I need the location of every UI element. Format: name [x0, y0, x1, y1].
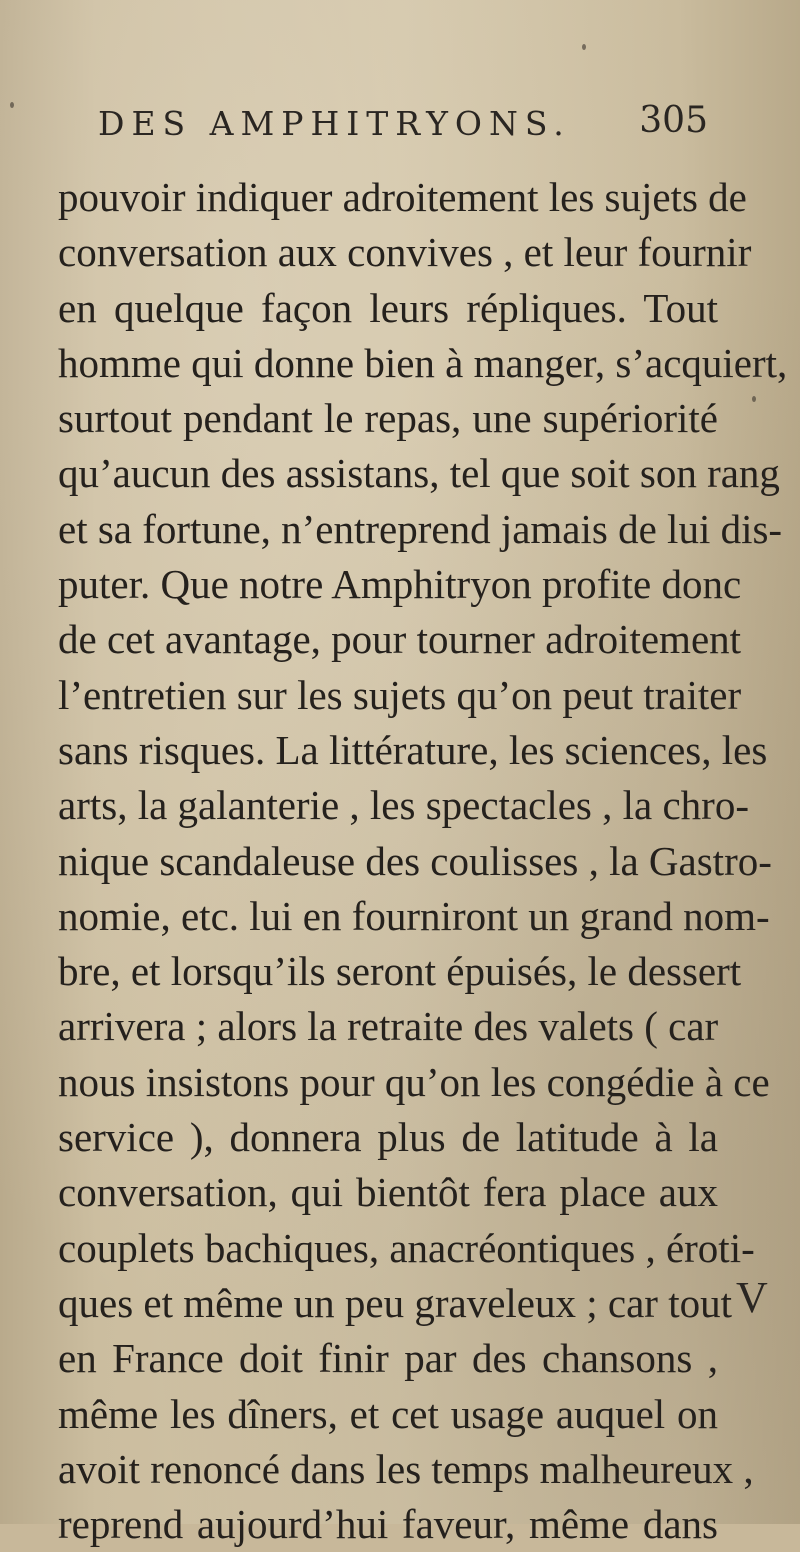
- text-line: puter. Que notre Amphitryon profite donc: [58, 561, 742, 608]
- text-line: nomie, etc. lui en fourniront un grand nom-: [58, 892, 770, 939]
- text-line: homme qui donne bien à manger, s’acquiert,: [58, 339, 788, 386]
- text-line: arrivera ; alors la retraite des valets ( car: [58, 1003, 719, 1050]
- text-line: service ), donnera plus de latitude à la: [58, 1114, 718, 1161]
- text-line: couplets bachiques, anacréontiques , éroti-: [58, 1224, 755, 1271]
- text-line: même les dîners, et cet usage auquel on: [58, 1390, 718, 1437]
- text-line: ques et même un peu graveleux ; car tout: [58, 1279, 732, 1326]
- page-header: [98, 100, 708, 154]
- text-line: et sa fortune, n’entreprend jamais de lui dis-: [58, 505, 783, 552]
- text-line: surtout pendant le repas, une supériorité: [58, 395, 718, 442]
- text-line: conversation aux convives , et leur fournir: [58, 229, 752, 276]
- paper-speck: [10, 102, 14, 108]
- text-line: qu’aucun des assistans, tel que soit son rang: [58, 450, 780, 497]
- text-line: de cet avantage, pour tourner adroitement: [58, 616, 742, 663]
- text-line: nique scandaleuse des coulisses , la Gastro-: [58, 837, 772, 884]
- paper-speck: [582, 44, 586, 50]
- text-line: sans risques. La littérature, les sciences, les: [58, 726, 768, 773]
- page-number: 305: [639, 100, 708, 141]
- signature-mark: V: [736, 1273, 768, 1322]
- text-line: en France doit finir par des chansons ,: [58, 1335, 718, 1382]
- body-text: [58, 170, 788, 1552]
- text-line: avoit renoncé dans les temps malheureux ,: [58, 1445, 754, 1492]
- text-line: conversation, qui bientôt fera place aux: [58, 1169, 718, 1216]
- text-line: en quelque façon leurs répliques. Tout: [58, 284, 718, 331]
- paper-speck: [752, 396, 756, 402]
- text-line: nous insistons pour qu’on les congédie à ce: [58, 1058, 770, 1105]
- text-line: arts, la galanterie , les spectacles , la chro-: [58, 782, 749, 829]
- running-title: DES AMPHITRYONS.: [98, 104, 571, 143]
- text-line: reprend aujourd’hui faveur, même dans: [58, 1501, 718, 1548]
- text-line: l’entretien sur les sujets qu’on peut traiter: [58, 671, 742, 718]
- text-line: bre, et lorsqu’ils seront épuisés, le dessert: [58, 948, 742, 995]
- text-line: pouvoir indiquer adroitement les sujets de: [58, 174, 747, 220]
